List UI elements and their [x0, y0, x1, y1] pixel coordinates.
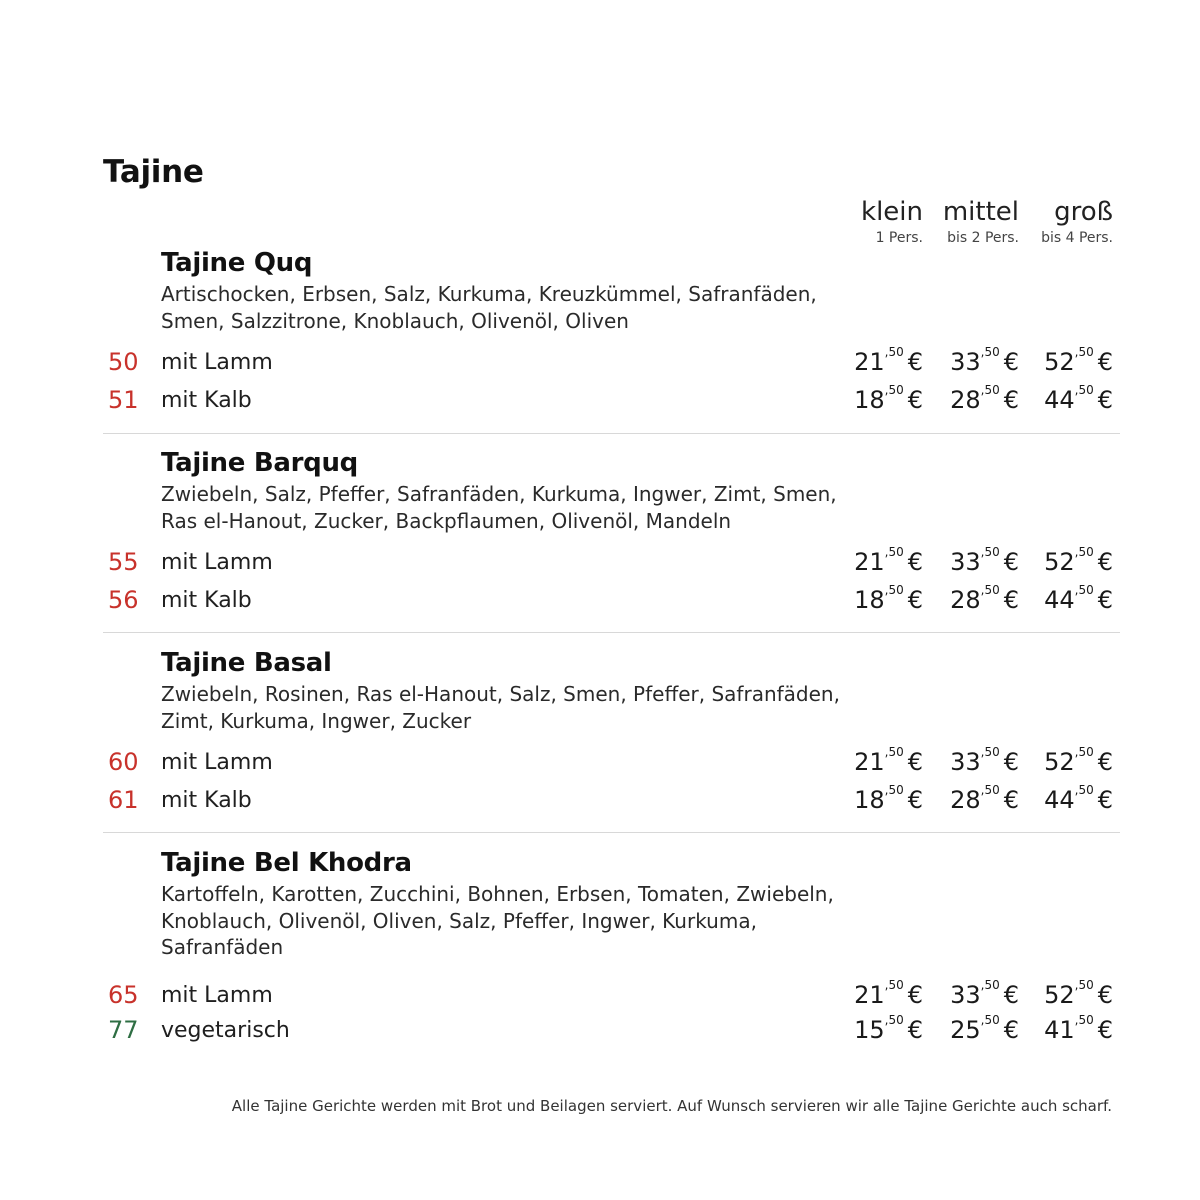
price-mittel: $28^{,50}$ €	[950, 583, 1019, 614]
item-label: mit Lamm	[161, 750, 273, 775]
item-label: mit Kalb	[161, 788, 252, 813]
dish-name: Tajine Quq	[161, 248, 313, 278]
item-label: mit Lamm	[161, 550, 273, 575]
menu-item-row	[0, 583, 1200, 622]
price-mittel: $33^{,50}$ €	[950, 978, 1019, 1009]
price-klein: $18^{,50}$ €	[854, 383, 923, 414]
column-persons-label: 1 Pers.	[875, 230, 923, 246]
item-number: 61	[108, 786, 139, 814]
price-gross: $52^{,50}$ €	[1044, 745, 1113, 776]
item-label: mit Lamm	[161, 350, 273, 375]
column-header-klein	[861, 197, 923, 247]
item-label: vegetarisch	[161, 1018, 290, 1043]
item-label: mit Kalb	[161, 588, 252, 613]
price-klein: $18^{,50}$ €	[854, 783, 923, 814]
item-number: 51	[108, 386, 139, 414]
section-divider	[103, 832, 1120, 833]
price-klein: $21^{,50}$ €	[854, 545, 923, 576]
section-divider	[103, 632, 1120, 633]
price-gross: $44^{,50}$ €	[1044, 383, 1113, 414]
menu-item-row	[0, 783, 1200, 822]
price-klein: $18^{,50}$ €	[854, 583, 923, 614]
dish-name: Tajine Basal	[161, 648, 332, 678]
price-klein: $15^{,50}$ €	[854, 1013, 923, 1044]
dish-description: Zwiebeln, Salz, Pfeffer, Safranfäden, Kurkuma, Ingwer, Zimt, Smen, Ras el-Hanout, Zucker, Backpflaumen, Olivenöl, Mandeln	[161, 482, 837, 533]
price-gross: $44^{,50}$ €	[1044, 583, 1113, 614]
column-header-mittel	[943, 197, 1019, 247]
price-mittel: $28^{,50}$ €	[950, 383, 1019, 414]
item-number: 56	[108, 586, 139, 614]
dish-name: Tajine Barquq	[161, 448, 358, 478]
column-size-label: mittel	[942, 197, 1019, 227]
price-gross: $52^{,50}$ €	[1044, 978, 1113, 1009]
item-number: 55	[108, 548, 139, 576]
item-number: 50	[108, 348, 139, 376]
page-title: Tajine	[103, 154, 204, 190]
item-label: mit Lamm	[161, 983, 273, 1008]
dish-description: Kartoffeln, Karotten, Zucchini, Bohnen, Erbsen, Tomaten, Zwiebeln, Knoblauch, Olivenöl, Oliven, Salz, Pfeffer, Ingwer, Kurkuma, Safranfäden	[161, 882, 834, 959]
column-size-label: klein	[861, 197, 923, 227]
price-mittel: $33^{,50}$ €	[950, 345, 1019, 376]
price-klein: $21^{,50}$ €	[854, 978, 923, 1009]
item-number: 77	[108, 1016, 139, 1044]
price-klein: $21^{,50}$ €	[854, 345, 923, 376]
dish-description: Zwiebeln, Rosinen, Ras el-Hanout, Salz, Smen, Pfeffer, Safranfäden, Zimt, Kurkuma, Ingwer, Zucker	[161, 682, 840, 733]
price-klein: $21^{,50}$ €	[854, 745, 923, 776]
price-gross: $41^{,50}$ €	[1044, 1013, 1113, 1044]
column-persons-label: bis 2 Pers.	[947, 230, 1019, 246]
dish-description: Artischocken, Erbsen, Salz, Kurkuma, Kreuzkümmel, Safranfäden, Smen, Salzzitrone, Knoblauch, Olivenöl, Oliven	[161, 282, 817, 333]
price-gross: $44^{,50}$ €	[1044, 783, 1113, 814]
menu-item-row	[0, 978, 1200, 1017]
price-gross: $52^{,50}$ €	[1044, 545, 1113, 576]
item-number: 60	[108, 748, 139, 776]
menu-item-row	[0, 1013, 1200, 1052]
menu-item-row	[0, 345, 1200, 384]
price-mittel: $33^{,50}$ €	[950, 745, 1019, 776]
item-number: 65	[108, 981, 139, 1009]
column-header-gross	[1041, 197, 1113, 247]
column-size-label: groß	[1054, 197, 1113, 227]
price-mittel: $28^{,50}$ €	[950, 783, 1019, 814]
price-mittel: $33^{,50}$ €	[950, 545, 1019, 576]
price-mittel: $25^{,50}$ €	[950, 1013, 1019, 1044]
menu-item-row	[0, 545, 1200, 584]
dish-name: Tajine Bel Khodra	[161, 848, 412, 878]
price-gross: $52^{,50}$ €	[1044, 345, 1113, 376]
column-persons-label: bis 4 Pers.	[1041, 230, 1113, 246]
footnote: Alle Tajine Gerichte werden mit Brot und Beilagen serviert. Auf Wunsch servieren wir alle Tajine Gerichte auch scharf.	[231, 1097, 1112, 1115]
section-divider	[103, 433, 1120, 434]
item-label: mit Kalb	[161, 388, 252, 413]
menu-item-row	[0, 383, 1200, 422]
menu-item-row	[0, 745, 1200, 784]
